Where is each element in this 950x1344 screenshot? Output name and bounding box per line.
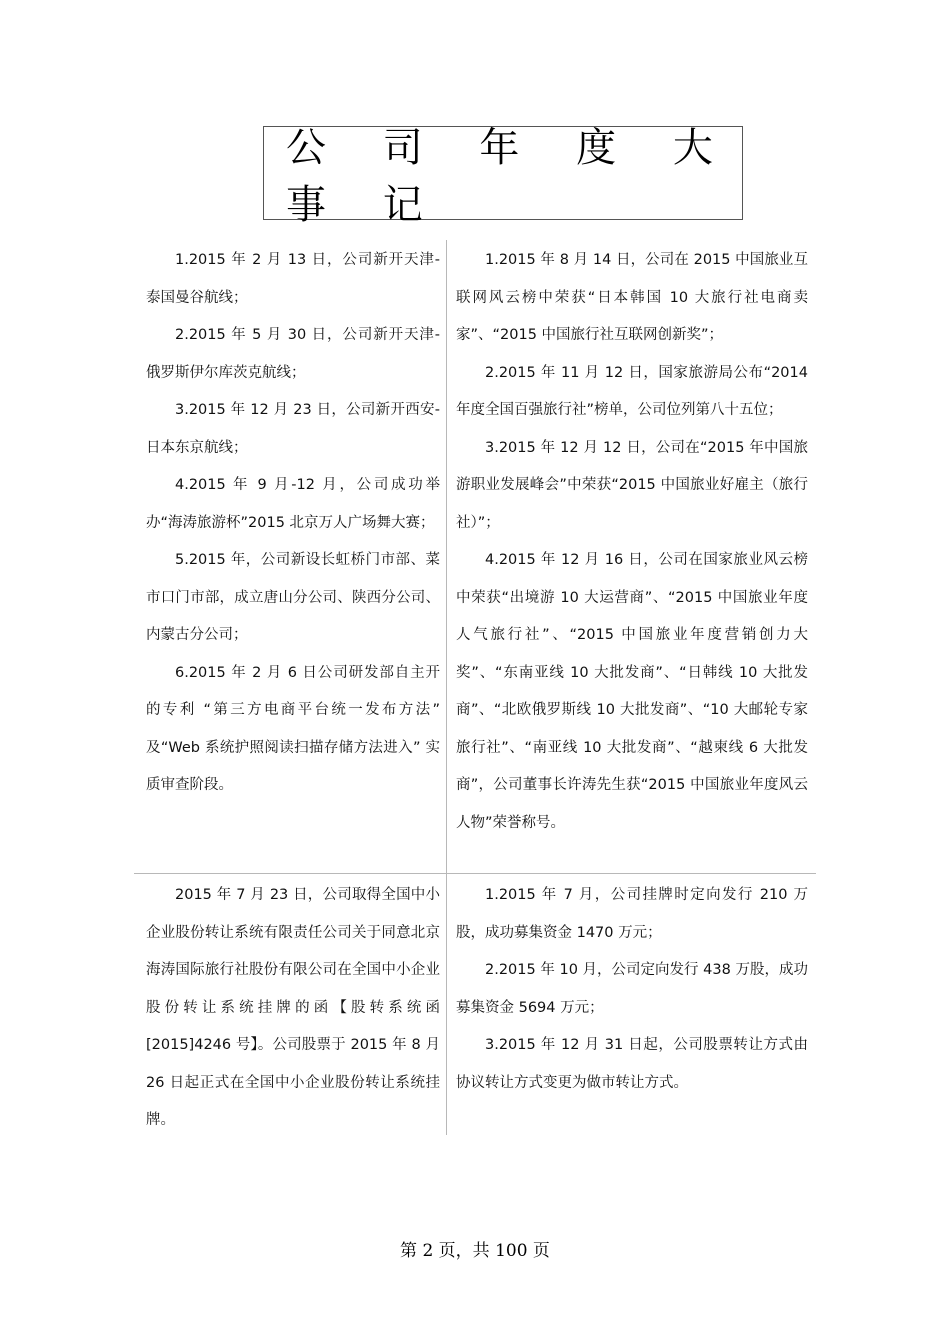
cell-listing-event (146, 877, 440, 1140)
event-item: 1.2015 年 7 月，公司挂牌时定向发行 210 万股，成功募集资金 1470 万元； (456, 887, 808, 941)
event-item: 4.2015 年 12 月 16 日，公司在国家旅业风云榜中荣获“出境游 10 大运营商”、“2015 中国旅业年度人气旅行社”、“2015 中国旅业年度营销创力大奖”、“东南亚线 10 大批发商”、“日韩线 10 大批发商”、“北欧俄罗斯线 10 大批发商”、“10 大邮轮专家旅行社”、“南亚线 10 大批发商”、“越柬线 6 大批发商”，公司董事长许涛先生获“2015 中国旅业年度风云人物”荣誉称号。 (456, 552, 808, 831)
event-item: 2.2015 年 11 月 12 日，国家旅游局公布“2014 年度全国百强旅行社”榜单，公司位列第八十五位； (456, 364, 808, 418)
cell-route-events (146, 242, 440, 805)
event-item: 2.2015 年 10 月，公司定向发行 438 万股，成功募集资金 5694 万元； (456, 962, 808, 1016)
page-footer: 第 2 页，共 100 页 (400, 1241, 550, 1261)
event-item: 3.2015 年 12 月 31 日起，公司股票转让方式由协议转让方式变更为做市转让方式。 (456, 1037, 808, 1091)
event-item: 3.2015 年 12 月 12 日，公司在“2015 年中国旅游职业发展峰会”中荣获“2015 中国旅业好雇主（旅行社）”； (456, 439, 808, 531)
event-item: 1.2015 年 2 月 13 日，公司新开天津-泰国曼谷航线； (146, 252, 440, 306)
row-divider (134, 873, 816, 874)
cell-award-events (456, 242, 808, 842)
column-divider (446, 240, 447, 1135)
event-item: 3.2015 年 12 月 23 日，公司新开西安-日本东京航线； (146, 402, 440, 456)
event-item: 2015 年 7 月 23 日，公司取得全国中小企业股份转让系统有限责任公司关于同意北京海涛国际旅行社股份有限公司在全国中小企业股份转让系统挂牌的函【股转系统函[2015]4246 号】。公司股票于 2015 年 8 月 26 日起正式在全国中小企业股份转让系统挂牌。 (146, 887, 440, 1128)
event-item: 5.2015 年，公司新设长虹桥门市部、菜市口门市部，成立唐山分公司、陕西分公司、内蒙古分公司； (146, 552, 440, 643)
event-item: 1.2015 年 8 月 14 日，公司在 2015 中国旅业互联网风云榜中荣获“日本韩国 10 大旅行社电商卖家”、“2015 中国旅行社互联网创新奖”； (456, 252, 808, 343)
page-title: 公 司 年 度 大 事 记 (286, 125, 735, 228)
event-item: 6.2015 年 2 月 6 日公司研发部自主开的专利 “第三方电商平台统一发布方法” 及“Web 系统护照阅读扫描存储方法进入” 实质审查阶段。 (146, 664, 440, 793)
cell-financing-events (456, 877, 808, 1102)
event-item: 2.2015 年 5 月 30 日，公司新开天津-俄罗斯伊尔库茨克航线； (146, 327, 440, 381)
events-table (134, 240, 816, 1138)
event-item: 4.2015 年 9 月-12 月，公司成功举办“海涛旅游杯”2015 北京万人广场舞大赛； (146, 477, 440, 531)
title-box (263, 125, 743, 228)
